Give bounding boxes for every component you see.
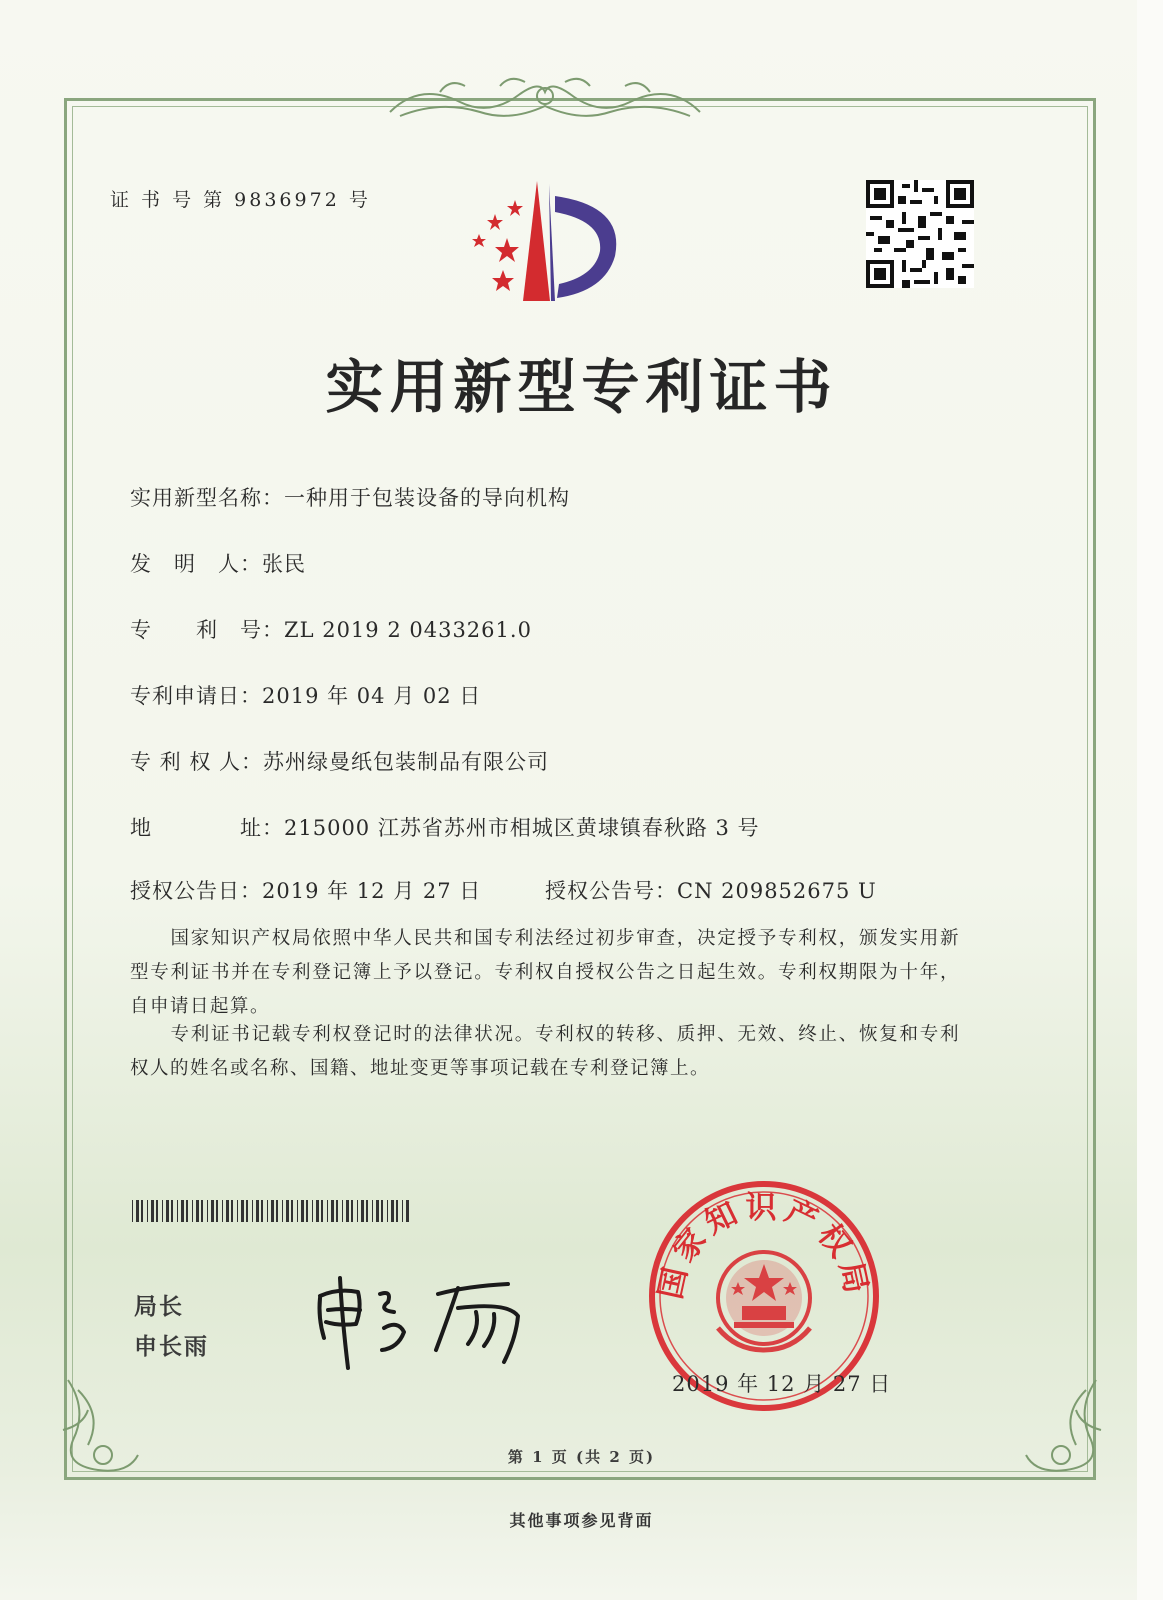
field-label: 授权公告号： bbox=[545, 879, 677, 903]
director-signature bbox=[308, 1258, 548, 1378]
field-address bbox=[130, 812, 760, 842]
field-label: 专利申请日： bbox=[130, 684, 262, 708]
seal-text: 国家知识产权局 bbox=[652, 1190, 876, 1303]
legal-paragraph-2: 专利证书记载专利权登记时的法律状况。专利权的转移、质押、无效、终止、恢复和专利权人的姓名或名称、国籍、地址变更等事项记载在专利登记簿上。 bbox=[130, 1024, 960, 1079]
director-name: 申长雨 bbox=[134, 1334, 209, 1360]
certificate-title: 实用新型专利证书 bbox=[325, 353, 838, 421]
field-value: 215000 江苏省苏州市相城区黄埭镇春秋路 3 号 bbox=[284, 816, 760, 840]
field-value: 张民 bbox=[262, 552, 306, 576]
field-label: 专 利 号： bbox=[130, 618, 284, 642]
field-label: 地 址： bbox=[130, 816, 284, 840]
footer-note: 其他事项参见背面 bbox=[509, 1511, 654, 1530]
director-title: 局长 bbox=[134, 1294, 184, 1320]
field-label: 发 明 人： bbox=[130, 552, 262, 576]
certificate-number: 证 书 号 第 9836972 号 bbox=[110, 189, 371, 211]
cnipa-logo bbox=[455, 176, 630, 306]
field-grant-date bbox=[130, 875, 481, 905]
field-value: 2019 年 12 月 27 日 bbox=[262, 879, 482, 903]
scan-edge bbox=[1137, 0, 1163, 1600]
field-filing-date bbox=[130, 680, 481, 710]
page-indicator: 第 1 页 (共 2 页) bbox=[507, 1448, 656, 1466]
qr-code bbox=[866, 180, 974, 288]
field-label: 实用新型名称： bbox=[130, 486, 284, 510]
field-label: 专 利 权 人： bbox=[130, 750, 264, 774]
field-patent-number bbox=[130, 614, 532, 644]
field-value: 苏州绿曼纸包装制品有限公司 bbox=[263, 750, 550, 774]
field-value: ZL 2019 2 0433261.0 bbox=[284, 618, 532, 642]
field-patentee bbox=[130, 746, 549, 776]
legal-paragraph-1: 国家知识产权局依照中华人民共和国专利法经过初步审查，决定授予专利权，颁发实用新型专利证书并在专利登记簿上予以登记。专利权自授权公告之日起生效。专利权期限为十年，自申请日起算。 bbox=[130, 928, 960, 1017]
field-value: 2019 年 04 月 02 日 bbox=[262, 684, 482, 708]
field-value: CN 209852675 U bbox=[677, 879, 877, 903]
field-inventor bbox=[130, 548, 306, 578]
barcode bbox=[132, 1200, 410, 1222]
field-label: 授权公告日： bbox=[130, 879, 262, 903]
certificate-border-inner bbox=[72, 106, 1088, 1472]
field-utility-model-name bbox=[130, 482, 570, 512]
field-value: 一种用于包装设备的导向机构 bbox=[284, 486, 570, 510]
seal-date: 2019 年 12 月 27 日 bbox=[672, 1372, 892, 1396]
field-grant-number bbox=[545, 875, 877, 905]
top-ornament bbox=[380, 72, 710, 128]
